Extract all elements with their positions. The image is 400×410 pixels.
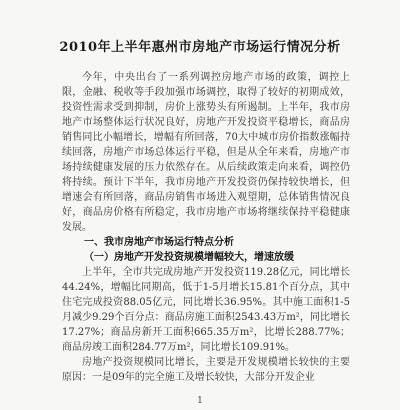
continuation-paragraph: 房地产投资规模同比增长，主要是开发规模增长较快的主要原因：一是09年的完全施工及增长较快，大部分开发企业	[62, 357, 350, 383]
subsection-heading: （一）房地产开发投资规模增幅较大，增速放缓	[84, 252, 294, 263]
document-body	[62, 70, 350, 385]
investment-paragraph: 上半年，全市共完成房地产开发投资119.28亿元，同比增长44.24%，增幅比同期高，低于1-5月增长15.81个百分点，其中住宅完成投资88.05亿元，同比增长36.95%。其中施工面积1-5月减少9.29个百分点：商品房施工面积2543.43万m²，同比增长17.27%；商品房新开工面积665.35万m²，比增长288.77%；商品房竣工面积284.77万m²，同比增长109.91%。	[62, 267, 350, 353]
document-title: 2010年上半年惠州市房地产市场运行情况分析	[59, 40, 341, 55]
page-number: 1	[197, 396, 203, 406]
section-heading: 一、我市房地产市场运行特点分析	[84, 237, 234, 248]
intro-paragraph: 今年，中央出台了一系列调控房地产市场的政策，调控上限，金融、税收等手段加强市场调控，取得了较好的初期成效，投资性需求受到抑制，房价上涨势头有所遏制。上半年，我市房地产市场整体运行状况良好，房地产开发投资平稳增长，商品房销售同比小幅增长，增幅有所回落，70大中城市房价指数涨幅持续回落，房地产市场总体运行平稳，但是从全年来看，房地产市场持续健康发展的压力依然存在。从后续政策走向来看，调控仍将持续。预计下半年，我市房地产开发投资仍保持较快增长，但增速会有所回落，商品房销售市场进入观望期，总体销售情况良好，商品房价格有所稳定，我市房地产市场将继续保持平稳健康发展。	[62, 72, 350, 233]
